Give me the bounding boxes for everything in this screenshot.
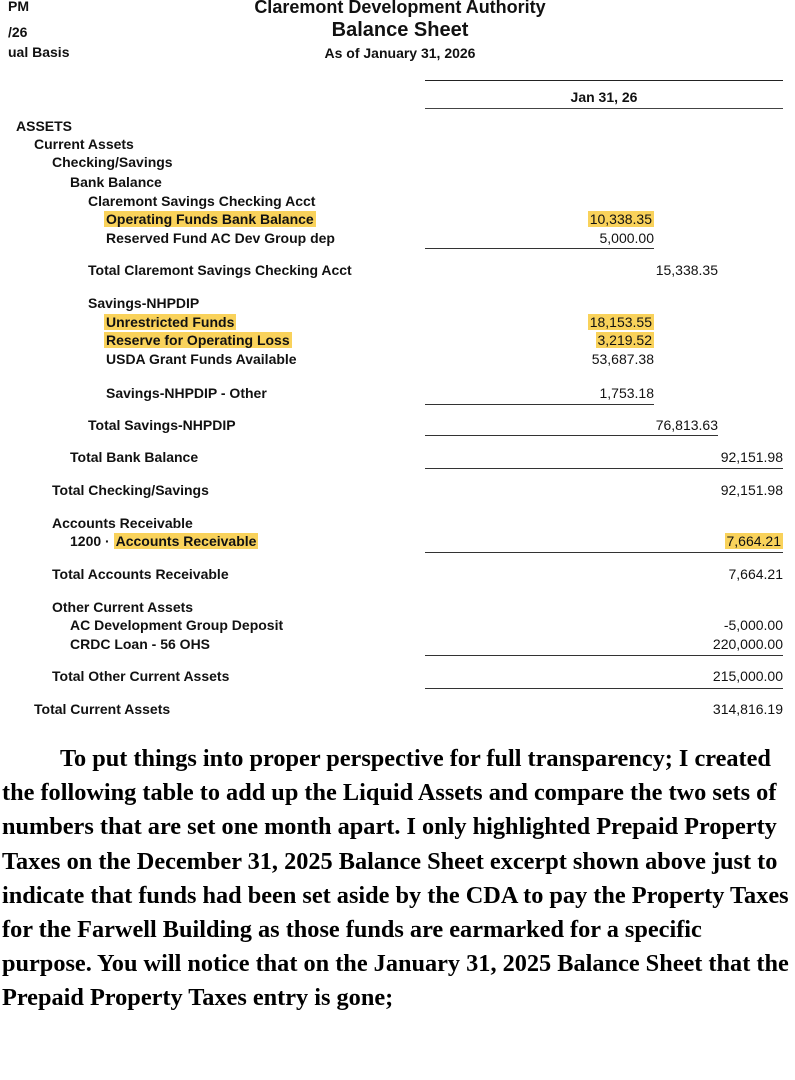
subtotal-rule: [425, 655, 783, 656]
report-basis-fragment: ual Basis: [8, 44, 70, 60]
row-operating-funds: [104, 210, 316, 228]
section-assets: ASSETS: [16, 118, 73, 134]
org-name: Claremont Development Authority: [254, 0, 546, 17]
row-total-claremont-savings: Total Claremont Savings Checking Acct: [88, 262, 352, 278]
group-claremont-savings: Claremont Savings Checking Acct: [88, 193, 316, 209]
row-ac-dev-deposit-amount: -5,000.00: [723, 617, 783, 633]
row-reserved-fund-amount: 5,000.00: [599, 230, 654, 246]
subtotal-rule: [425, 552, 783, 553]
report-time-fragment: PM: [8, 0, 29, 14]
row-unrestricted-funds-amount: [588, 313, 654, 331]
row-crdc-loan-amount: 220,000.00: [712, 636, 783, 652]
group-accounts-receivable: Accounts Receivable: [52, 515, 193, 531]
subtotal-rule: [425, 404, 654, 405]
row-ac-dev-deposit: AC Development Group Deposit: [70, 617, 284, 633]
row-total-claremont-savings-amount: 15,338.35: [655, 262, 718, 278]
row-reserve-operating-loss-label: Reserve for Operating Loss: [106, 332, 290, 348]
group-current-assets: Current Assets: [34, 136, 134, 152]
row-total-checking-savings: Total Checking/Savings: [52, 482, 209, 498]
operating-funds-value: 10,338.35: [589, 211, 652, 227]
row-savings-other-amount: 1,753.18: [599, 385, 654, 401]
ar-account-code: 1200 ·: [70, 533, 110, 549]
group-savings-nhpdip: Savings-NHPDIP: [88, 295, 200, 311]
row-total-current-assets: Total Current Assets: [34, 701, 171, 717]
row-total-bank-balance: Total Bank Balance: [70, 449, 199, 465]
ar-account-label: Accounts Receivable: [115, 533, 257, 549]
unrestricted-funds-value: 18,153.55: [589, 314, 652, 330]
row-operating-funds-label: Operating Funds Bank Balance: [106, 211, 314, 227]
row-usda-grant-amount: 53,687.38: [591, 351, 654, 367]
row-crdc-loan: CRDC Loan - 56 OHS: [70, 636, 211, 652]
row-unrestricted-funds-label: Unrestricted Funds: [106, 314, 235, 330]
row-usda-grant: USDA Grant Funds Available: [106, 351, 297, 367]
row-ar-1200-amount: [725, 532, 784, 550]
column-header-top-rule: [425, 80, 783, 81]
report-title: Balance Sheet: [331, 19, 469, 41]
row-total-other-current-assets: Total Other Current Assets: [52, 668, 230, 684]
column-header-bottom-rule: [425, 108, 783, 109]
row-total-savings-nhpdip: Total Savings-NHPDIP: [88, 417, 236, 433]
row-total-accounts-receivable: Total Accounts Receivable: [52, 566, 229, 582]
row-total-savings-nhpdip-amount: 76,813.63: [655, 417, 718, 433]
row-total-current-assets-amount: 314,816.19: [712, 701, 783, 717]
commentary-paragraph: [2, 742, 792, 1016]
group-checking-savings: Checking/Savings: [52, 154, 173, 170]
row-reserved-fund: Reserved Fund AC Dev Group dep: [106, 230, 335, 246]
row-total-other-current-assets-amount: 215,000.00: [712, 668, 783, 684]
row-unrestricted-funds: [104, 313, 236, 331]
subtotal-rule: [425, 435, 718, 436]
row-savings-other: Savings-NHPDIP - Other: [106, 385, 267, 401]
report-date-fragment: /26: [8, 24, 28, 40]
report-as-of: As of January 31, 2026: [324, 45, 476, 61]
row-total-accounts-receivable-amount: 7,664.21: [728, 566, 783, 582]
column-header-date: Jan 31, 26: [570, 89, 638, 105]
row-total-checking-savings-amount: 92,151.98: [720, 482, 783, 498]
subtotal-rule: [425, 688, 783, 689]
group-bank-balance: Bank Balance: [70, 174, 162, 190]
row-operating-funds-amount: [588, 210, 654, 228]
subtotal-rule: [425, 468, 783, 469]
row-reserve-operating-loss-amount: [596, 331, 655, 349]
group-other-current-assets: Other Current Assets: [52, 599, 194, 615]
row-reserve-operating-loss: [104, 331, 292, 349]
row-ar-1200: [70, 532, 258, 550]
row-total-bank-balance-amount: 92,151.98: [720, 449, 783, 465]
commentary-text: To put things into proper perspective for full transparency; I created the following table to add up the Liquid Assets and compare the two sets of numbers that are set one month apart. I only highlighted Prepaid Property Taxes on the December 31, 2025 Balance Sheet excerpt shown above just to indicate that funds had been set aside by the CDA to pay the Property Taxes for the Farwell Building as those funds are earmarked for a specific purpose. You will notice that on the January 31, 2025 Balance Sheet that the Prepaid Property Taxes entry is gone;: [2, 745, 789, 1012]
ar-1200-value: 7,664.21: [726, 533, 781, 549]
reserve-operating-loss-value: 3,219.52: [597, 332, 652, 348]
subtotal-rule: [425, 248, 654, 249]
